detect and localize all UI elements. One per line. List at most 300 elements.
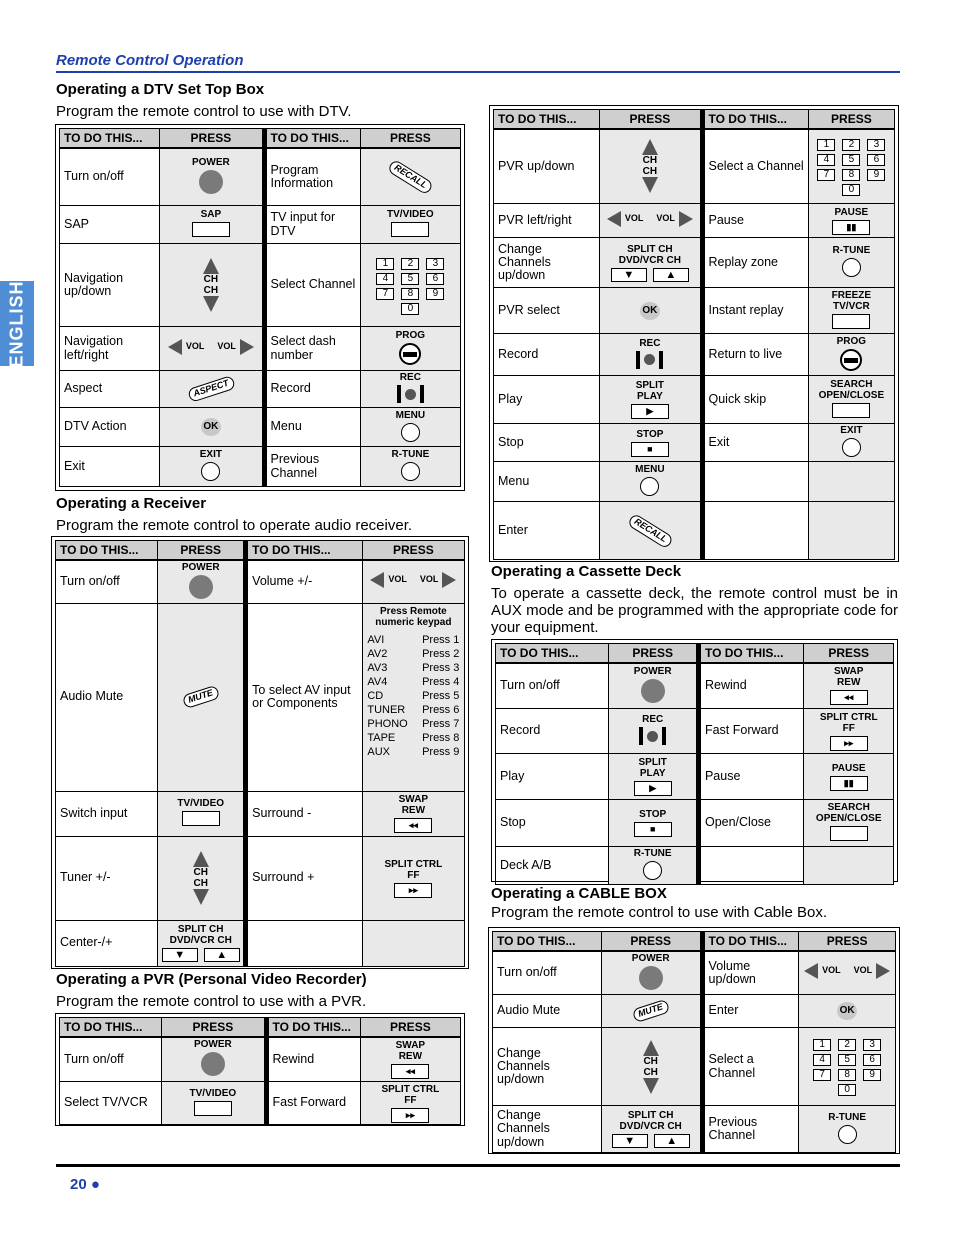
label: SPLIT CTRL <box>819 711 878 723</box>
table-cell <box>360 447 460 487</box>
table-cell <box>601 1028 702 1106</box>
label: AV3 <box>367 661 388 674</box>
label: RECALL <box>626 512 673 548</box>
label: CH <box>643 1066 658 1078</box>
table-cell: Select dash number <box>264 327 360 371</box>
table-cell: Turn on/off <box>493 951 602 995</box>
label: PROG <box>836 335 867 347</box>
label: R-TUNE <box>828 1111 867 1123</box>
table-cell <box>360 408 460 447</box>
vol-right-icon <box>240 339 254 355</box>
table-cell <box>799 1106 896 1153</box>
table-row <box>496 800 894 847</box>
table-cell <box>360 327 460 371</box>
label <box>370 572 456 588</box>
table-cell <box>799 1028 896 1106</box>
label <box>194 1101 232 1116</box>
label <box>607 211 693 227</box>
column-header: PRESS <box>158 541 246 560</box>
label: 3 <box>867 139 885 151</box>
label: CH <box>642 155 658 167</box>
table-cell: Center-/+ <box>56 920 158 966</box>
table-cell: Volume up/down <box>702 951 799 995</box>
table-cell <box>360 148 460 206</box>
label: ▶ <box>631 404 669 419</box>
label: REW <box>837 677 861 689</box>
label: Press Remote numeric keypad <box>375 605 452 628</box>
table-cell <box>362 603 464 791</box>
label: MUTE <box>632 999 670 1023</box>
table-cell <box>804 800 894 847</box>
label <box>639 966 663 990</box>
label: FF <box>842 722 855 734</box>
column-header: TO DO THIS... <box>266 1018 360 1037</box>
table-cell: Change Channels up/down <box>493 1106 602 1153</box>
label <box>832 403 870 418</box>
table-cell: Turn on/off <box>60 1037 162 1082</box>
table-cell <box>362 560 464 604</box>
header-rule <box>56 71 900 73</box>
label <box>647 731 658 742</box>
label: STOP <box>636 428 664 440</box>
label: SPLIT CTRL <box>381 1083 440 1095</box>
menu-icon <box>401 423 420 442</box>
label <box>832 314 870 329</box>
label: Press 4 <box>422 675 460 688</box>
cable-title: Operating a CABLE BOX <box>491 885 667 902</box>
label <box>636 351 663 369</box>
label: SEARCH <box>827 802 870 813</box>
label <box>838 1125 857 1144</box>
table-cell: Previous Channel <box>264 447 360 487</box>
table-cell: Record <box>264 371 360 408</box>
table-row <box>493 951 896 995</box>
table-cell: Record <box>496 709 609 754</box>
table-cell <box>160 447 264 487</box>
label: FF <box>404 1094 417 1106</box>
label: FREEZE <box>831 289 872 301</box>
table-cell <box>698 847 803 885</box>
label: VOL <box>853 965 873 976</box>
label: STOP <box>639 809 667 820</box>
table-row <box>493 995 896 1028</box>
column-header: PRESS <box>362 541 464 560</box>
label <box>876 963 890 979</box>
table-cell <box>804 709 894 754</box>
label: POWER <box>191 156 230 168</box>
pvr-table-1 <box>55 1013 465 1126</box>
label: 4 <box>817 154 835 166</box>
table-cell: Tuner +/- <box>56 836 158 920</box>
table-cell: Open/Close <box>698 800 803 847</box>
label: 4 <box>813 1054 831 1066</box>
cassette-table <box>491 639 898 882</box>
label: SEARCH <box>830 378 873 390</box>
label <box>813 1039 881 1096</box>
table-cell: Audio Mute <box>56 603 158 791</box>
label: SPLIT CH <box>177 924 224 935</box>
label: 6 <box>863 1054 881 1066</box>
label: AVI <box>367 633 385 646</box>
label: PAUSE <box>831 762 866 774</box>
table-row <box>496 754 894 800</box>
table-cell: Volume +/- <box>246 560 363 604</box>
language-tab-label: ENGLISH <box>6 279 27 368</box>
label: VOL <box>822 965 841 976</box>
pvr-intro: Program the remote control to use with a PVR. <box>56 993 367 1010</box>
table-cell: Switch input <box>56 791 158 836</box>
dtv-title: Operating a DTV Set Top Box <box>56 81 265 98</box>
label: TV/VCR <box>833 300 870 312</box>
label: AV2 <box>367 647 388 660</box>
label: VOL <box>419 574 439 585</box>
column-header: TO DO THIS... <box>246 541 363 560</box>
label: 1 <box>376 258 394 270</box>
column-header: TO DO THIS... <box>493 932 602 951</box>
table-row <box>60 371 461 408</box>
table-cell <box>600 502 702 560</box>
table <box>492 931 896 1153</box>
label: MENU <box>395 409 426 421</box>
label <box>639 727 643 745</box>
table-row <box>56 920 465 966</box>
mute-icon: MUTE <box>182 685 220 709</box>
table-cell: Stop <box>496 800 609 847</box>
table-row <box>494 334 895 376</box>
table-cell: Return to live <box>702 334 808 376</box>
column-header: PRESS <box>609 644 699 663</box>
exit-icon <box>201 462 220 481</box>
table-cell: Enter <box>702 995 799 1028</box>
table-cell <box>601 951 702 995</box>
table-cell: Rewind <box>698 663 803 709</box>
label: 2 <box>838 1039 856 1051</box>
table-cell <box>609 754 699 800</box>
label: REC <box>642 714 664 725</box>
table-cell <box>804 754 894 800</box>
table-cell <box>160 206 264 244</box>
label <box>612 1134 690 1148</box>
table-row <box>494 110 895 129</box>
label: PLAY <box>639 768 666 779</box>
table-cell <box>799 951 896 995</box>
table-cell: Change Channels up/down <box>493 1028 602 1106</box>
label: AV4 <box>367 675 388 688</box>
label: 1 <box>813 1039 831 1051</box>
table-cell <box>158 836 246 920</box>
table-cell <box>160 244 264 327</box>
column-header: PRESS <box>799 932 896 951</box>
label: Press 9 <box>422 746 460 759</box>
table-cell: TV input for DTV <box>264 206 360 244</box>
label: ◂◂ <box>830 690 868 705</box>
table-cell <box>600 238 702 288</box>
label: MENU <box>635 464 665 475</box>
column-header: PRESS <box>808 110 894 129</box>
column-header: PRESS <box>160 129 264 148</box>
table-cell <box>600 376 702 424</box>
table <box>59 128 461 487</box>
label <box>442 572 456 588</box>
column-header: PRESS <box>600 110 702 129</box>
table-cell <box>808 204 894 238</box>
label: TV/VIDEO <box>189 1087 237 1099</box>
recall-icon: RECALL <box>387 159 434 195</box>
label: SWAP <box>395 1039 426 1051</box>
label: 9 <box>863 1069 881 1081</box>
label: SWAP <box>833 666 864 678</box>
label: ■ <box>634 822 672 837</box>
label <box>644 354 655 365</box>
page-number: 20 ● <box>70 1176 100 1193</box>
label: 6 <box>867 154 885 166</box>
label <box>611 268 689 282</box>
column-header: TO DO THIS... <box>698 644 803 663</box>
label <box>659 351 663 369</box>
table <box>495 643 894 885</box>
label: ▼ <box>611 268 647 282</box>
table-row <box>496 644 894 663</box>
label: SPLIT <box>638 757 667 768</box>
label: REC <box>639 337 661 349</box>
label: CH <box>203 285 219 296</box>
table-cell: Aspect <box>60 371 160 408</box>
table-cell <box>702 502 808 560</box>
label: EXIT <box>199 449 222 460</box>
label: Press 6 <box>422 703 460 716</box>
table-cell: Audio Mute <box>493 995 602 1028</box>
table-cell <box>808 288 894 334</box>
table-cell: Menu <box>494 462 600 502</box>
table-cell: Menu <box>264 408 360 447</box>
cassette-title: Operating a Cassette Deck <box>491 563 682 580</box>
label <box>162 948 240 962</box>
dtv-intro: Program the remote control to use with DTV. <box>56 103 352 120</box>
table-cell: Pause <box>702 204 808 238</box>
label: ▼ <box>162 948 198 962</box>
receiver-table <box>51 536 469 969</box>
label <box>643 1078 659 1094</box>
table-cell: Turn on/off <box>56 560 158 604</box>
table-row <box>60 1018 461 1037</box>
label: FF <box>407 869 420 881</box>
column-header: TO DO THIS... <box>494 110 600 129</box>
table-cell <box>160 327 264 371</box>
table-row <box>60 408 461 447</box>
table-cell <box>600 462 702 502</box>
table-row <box>60 148 461 206</box>
label <box>642 139 658 155</box>
table-cell: Change Channels up/down <box>494 238 600 288</box>
label: R-TUNE <box>633 848 672 859</box>
label <box>370 572 384 588</box>
cable-table <box>488 927 900 1154</box>
label: R-TUNE <box>832 245 871 256</box>
label <box>662 727 666 745</box>
label: 9 <box>426 288 444 300</box>
label: AUX <box>367 746 390 759</box>
table-cell <box>162 1037 266 1082</box>
tv-video-icon <box>391 222 429 237</box>
table-row <box>60 447 461 487</box>
label <box>679 211 693 227</box>
label <box>830 826 868 841</box>
table-cell <box>362 791 464 836</box>
label: PHONO <box>367 718 408 731</box>
label <box>842 438 861 457</box>
label: OPEN/CLOSE <box>815 813 882 824</box>
table-cell: Replay zone <box>702 238 808 288</box>
label: CH <box>203 274 219 285</box>
table-cell: Exit <box>702 424 808 462</box>
label: 1 <box>817 139 835 151</box>
table-row <box>494 376 895 424</box>
table-cell <box>600 204 702 238</box>
table-cell: Select a Channel <box>702 129 808 204</box>
table-cell <box>808 376 894 424</box>
table-row <box>494 462 895 502</box>
table-cell: Select a Channel <box>702 1028 799 1106</box>
prog-icon <box>399 343 421 365</box>
table-cell: Fast Forward <box>698 709 803 754</box>
label: CD <box>367 689 384 702</box>
label: DVD/VCR CH <box>619 1121 682 1132</box>
label: CH <box>193 867 208 878</box>
table-row <box>494 129 895 204</box>
label: ▮▮ <box>832 220 870 235</box>
label: PAUSE <box>834 206 869 218</box>
table-cell <box>246 920 363 966</box>
table-row <box>496 663 894 709</box>
label <box>842 258 861 277</box>
table-cell: Fast Forward <box>266 1082 360 1125</box>
table-row <box>56 791 465 836</box>
label: POWER <box>193 1039 232 1051</box>
table-cell <box>808 238 894 288</box>
label: PROG <box>395 329 426 341</box>
label <box>193 851 209 867</box>
label: REW <box>398 1050 423 1062</box>
label: DVD/VCR CH <box>618 254 681 266</box>
label: EXIT <box>840 425 863 436</box>
table-row <box>494 238 895 288</box>
label: VOL <box>185 341 205 352</box>
table-row <box>494 502 895 560</box>
power-icon <box>199 170 223 194</box>
column-header: PRESS <box>360 1018 460 1037</box>
label <box>405 389 416 400</box>
label <box>639 727 666 745</box>
sap-icon <box>192 222 230 237</box>
column-header: TO DO THIS... <box>702 110 808 129</box>
table-cell: Program Information <box>264 148 360 206</box>
label: SPLIT CH <box>627 243 673 255</box>
label: PLAY <box>636 391 663 402</box>
label: 0 <box>401 303 419 315</box>
label: Press 5 <box>422 689 460 702</box>
label: 5 <box>838 1054 856 1066</box>
table-cell: Instant replay <box>702 288 808 334</box>
table-cell <box>600 334 702 376</box>
table-cell <box>360 371 460 408</box>
cable-intro: Program the remote control to use with Cable Box. <box>491 904 827 921</box>
table-cell <box>362 836 464 920</box>
table-cell: Record <box>494 334 600 376</box>
label: ■ <box>631 442 669 457</box>
table-cell <box>799 995 896 1028</box>
label: OPEN/CLOSE <box>818 389 885 401</box>
table-row <box>493 1028 896 1106</box>
table-row <box>60 206 461 244</box>
label <box>420 385 424 403</box>
label: REW <box>401 805 426 816</box>
table-cell: Navigation up/down <box>60 244 160 327</box>
table-cell: Surround + <box>246 836 363 920</box>
receiver-intro: Program the remote control to operate audio receiver. <box>56 517 413 534</box>
table-cell <box>600 288 702 334</box>
column-header: TO DO THIS... <box>60 129 160 148</box>
label: Press 7 <box>422 718 460 731</box>
table-cell: Deck A/B <box>496 847 609 885</box>
label <box>636 351 640 369</box>
table-row <box>60 1082 461 1125</box>
language-tab <box>0 281 34 366</box>
table <box>55 540 465 967</box>
table-cell <box>601 995 702 1028</box>
table-row <box>494 204 895 238</box>
label <box>168 339 254 355</box>
table-cell <box>601 1106 702 1153</box>
label: VOL <box>624 213 644 224</box>
table <box>493 109 895 560</box>
table-cell <box>808 462 894 502</box>
label: 2 <box>842 139 860 151</box>
rec-icon <box>397 385 424 403</box>
table-cell <box>808 502 894 560</box>
label: 3 <box>426 258 444 270</box>
table-cell <box>158 791 246 836</box>
label: 3 <box>863 1039 881 1051</box>
label <box>804 963 818 979</box>
label <box>641 679 665 703</box>
label: ▲ <box>654 1134 690 1148</box>
label <box>640 477 659 496</box>
table-cell: Exit <box>60 447 160 487</box>
label: POWER <box>633 665 672 677</box>
table-cell: PVR left/right <box>494 204 600 238</box>
label: TV/VIDEO <box>387 209 434 220</box>
table-cell <box>609 663 699 709</box>
label: Press 3 <box>422 661 460 674</box>
table-row <box>493 932 896 951</box>
table-cell: Rewind <box>266 1037 360 1082</box>
label: ◂◂ <box>391 1064 429 1079</box>
label: 4 <box>376 273 394 285</box>
column-header: PRESS <box>162 1018 266 1037</box>
rtune-icon <box>401 462 420 481</box>
label: 8 <box>842 169 860 181</box>
table-cell: SAP <box>60 206 160 244</box>
table-cell <box>609 847 699 885</box>
label: SPLIT CTRL <box>384 858 443 870</box>
column-header: TO DO THIS... <box>264 129 360 148</box>
label <box>643 861 662 880</box>
table-cell <box>360 244 460 327</box>
table-cell <box>158 560 246 604</box>
table-cell: Enter <box>494 502 600 560</box>
table-cell <box>808 129 894 204</box>
table-cell: Surround - <box>246 791 363 836</box>
